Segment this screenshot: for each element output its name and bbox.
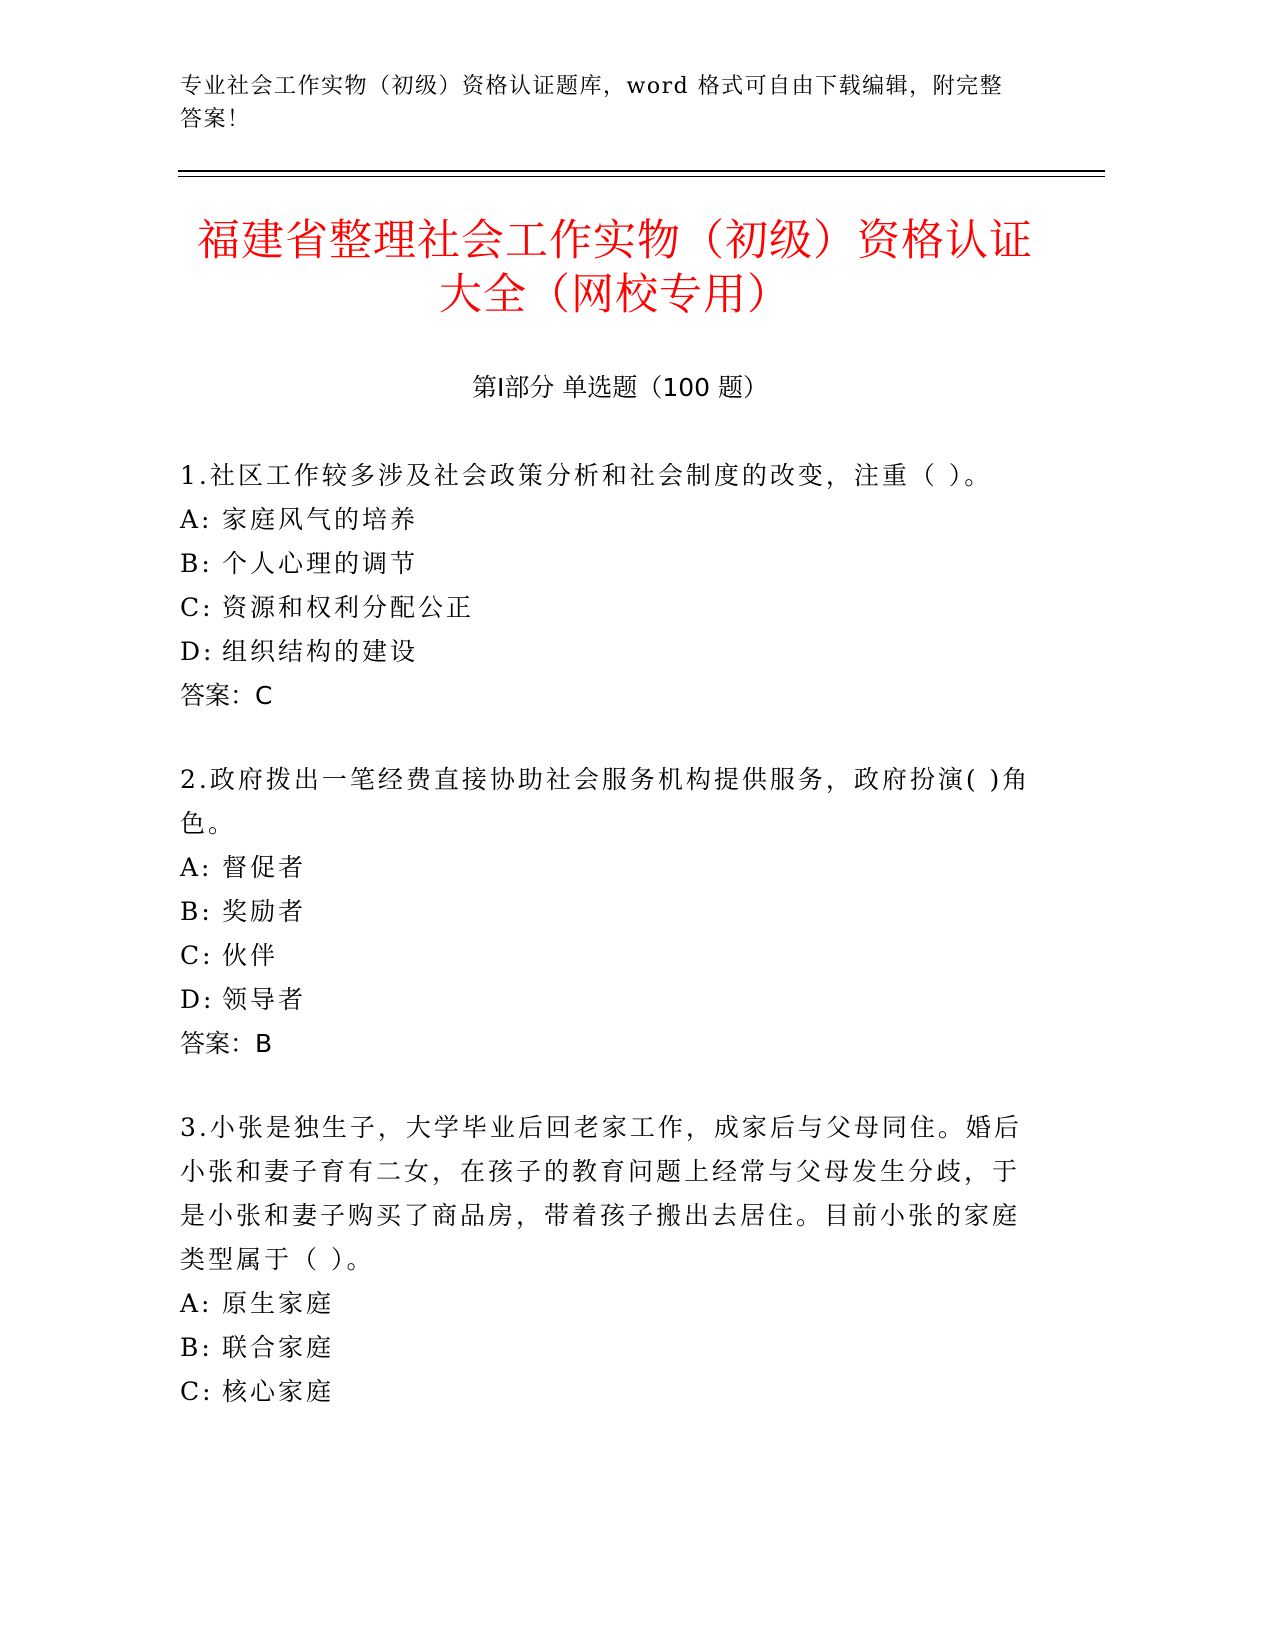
option-text: 家庭风气的培养	[222, 505, 419, 534]
answer-label: 答案：C	[180, 681, 273, 710]
option-a	[180, 1282, 1040, 1326]
option-letter: B:	[180, 549, 213, 578]
document-title	[150, 214, 1080, 322]
option-letter: D:	[180, 637, 215, 666]
option-c	[180, 1370, 1040, 1414]
option-text: 资源和权利分配公正	[222, 593, 475, 622]
option-letter: D:	[180, 985, 215, 1014]
option-text: 督促者	[222, 853, 307, 882]
option-b	[180, 542, 1040, 586]
question-3	[180, 1106, 1040, 1414]
section-title: 第Ⅰ部分 单选题（100 题）	[472, 373, 768, 402]
header-divider-thin	[178, 176, 1105, 177]
option-d	[180, 630, 1040, 674]
option-a	[180, 846, 1040, 890]
option-letter: C:	[180, 1377, 214, 1406]
option-letter: C:	[180, 941, 214, 970]
option-text: 领导者	[222, 985, 307, 1014]
option-c	[180, 934, 1040, 978]
option-text: 联合家庭	[222, 1333, 335, 1362]
header-note: 专业社会工作实物（初级）资格认证题库，word 格式可自由下载编辑，附完整答案！	[180, 74, 1004, 132]
option-b	[180, 1326, 1040, 1370]
question-stem: 3.小张是独生子，大学毕业后回老家工作，成家后与父母同住。婚后小张和妻子育有二女，在孩子的教育问题上经常与父母发生分歧，于是小张和妻子购买了商品房，带着孩子搬出去居住。目前小张的家庭类型属于（ ）。	[180, 1113, 1022, 1274]
question-1	[180, 454, 1040, 718]
option-letter: B:	[180, 1333, 213, 1362]
answer-label: 答案：B	[180, 1029, 273, 1058]
option-text: 组织结构的建设	[222, 637, 419, 666]
option-c	[180, 586, 1040, 630]
document-title-line-1: 福建省整理社会工作实物（初级）资格认证	[197, 216, 1033, 266]
option-text: 奖励者	[222, 897, 307, 926]
option-letter: A:	[180, 853, 213, 882]
option-b	[180, 890, 1040, 934]
option-text: 核心家庭	[222, 1377, 335, 1406]
option-letter: C:	[180, 593, 214, 622]
header-divider-thick	[178, 170, 1105, 172]
question-stem: 1.社区工作较多涉及社会政策分析和社会制度的改变，注重（ ）。	[180, 461, 993, 490]
option-letter: A:	[180, 505, 213, 534]
document-title-line-2: 大全（网校专用）	[439, 270, 791, 320]
option-text: 原生家庭	[222, 1289, 335, 1318]
option-letter: B:	[180, 897, 213, 926]
option-letter: A:	[180, 1289, 213, 1318]
question-stem: 2.政府拨出一笔经费直接协助社会服务机构提供服务，政府扮演( )角色。	[180, 765, 1031, 838]
question-2	[180, 758, 1040, 1066]
option-a	[180, 498, 1040, 542]
option-d	[180, 978, 1040, 1022]
option-text: 个人心理的调节	[222, 549, 419, 578]
option-text: 伙伴	[222, 941, 279, 970]
